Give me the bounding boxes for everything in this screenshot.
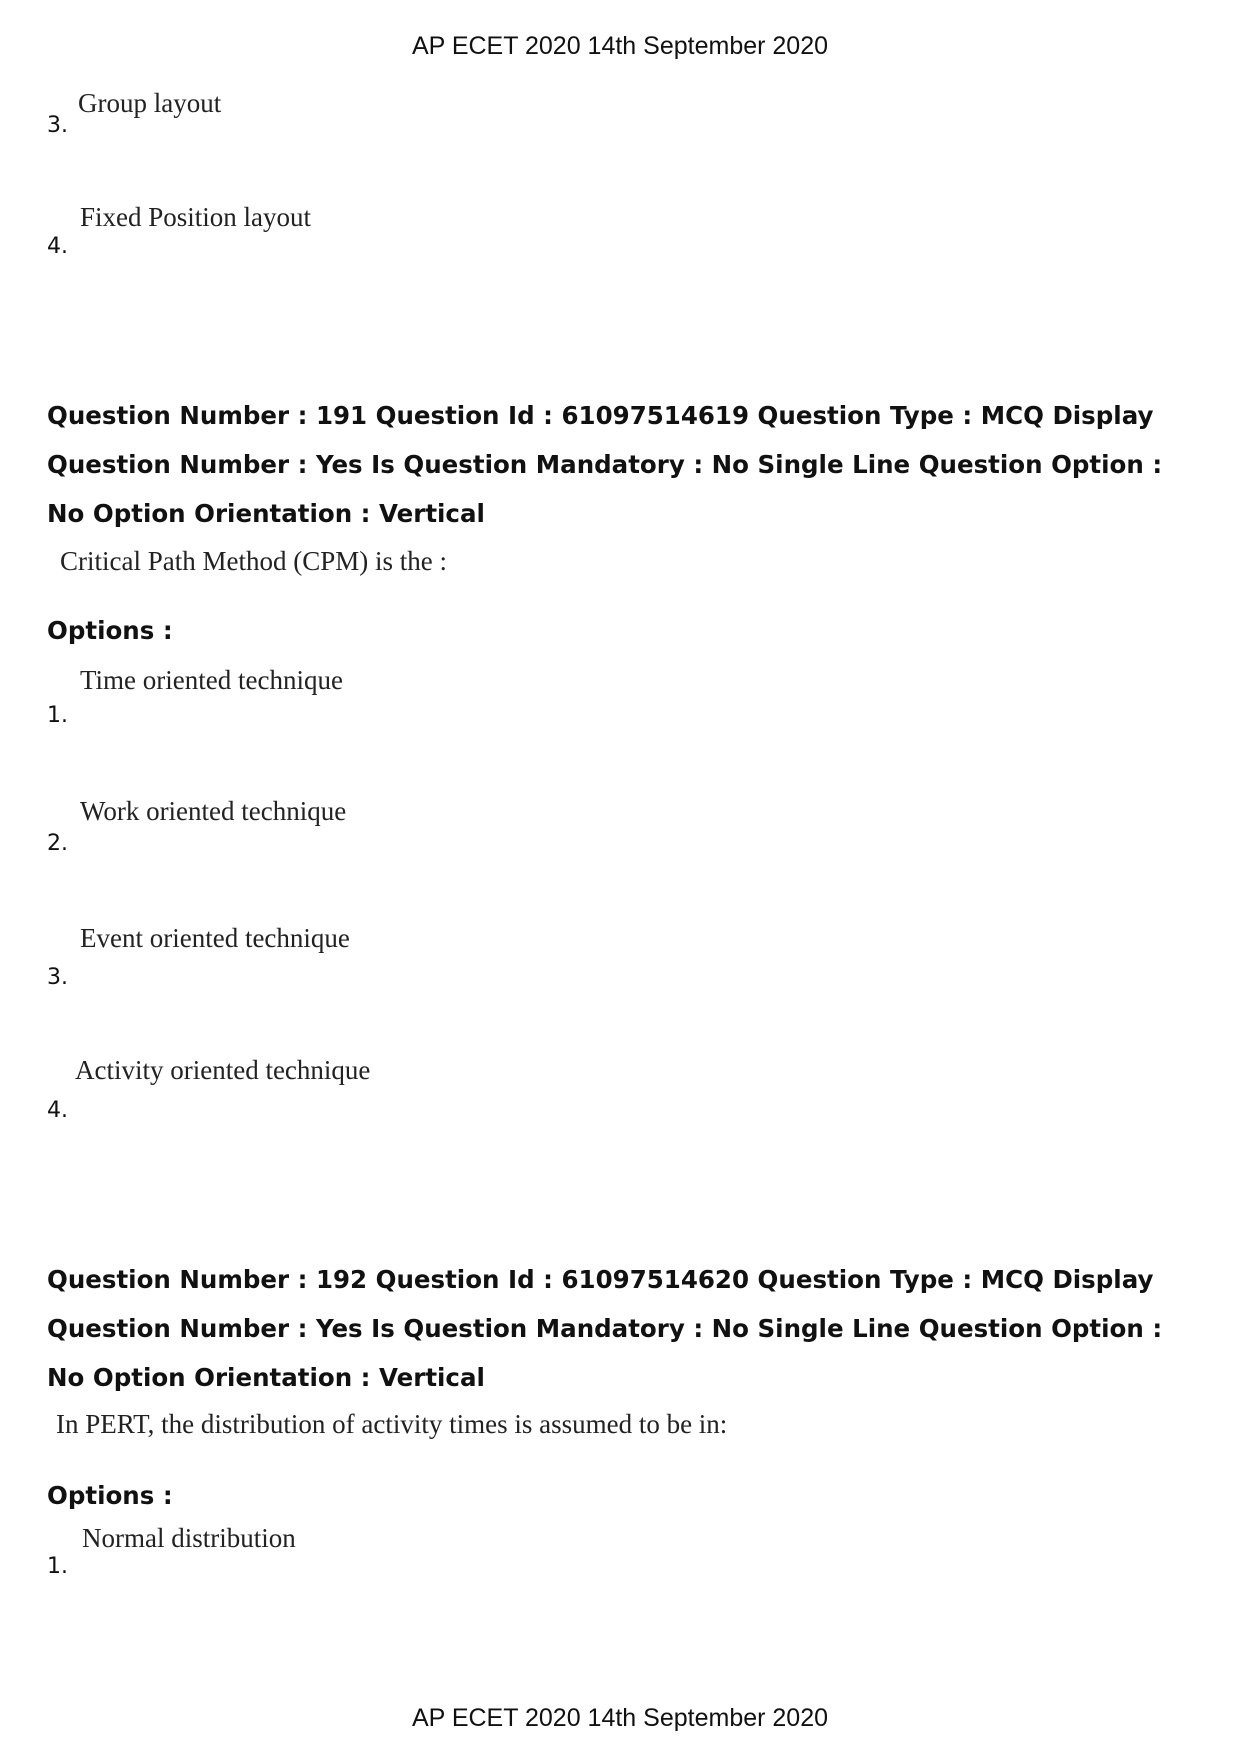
page-header: AP ECET 2020 14th September 2020	[411, 32, 829, 60]
option-number: 4.	[47, 234, 68, 259]
question-text: In PERT, the distribution of activity times is assumed to be in:	[56, 1409, 728, 1439]
option-number: 1.	[47, 703, 68, 728]
option-text: Normal distribution	[82, 1523, 296, 1553]
options-label: Options :	[47, 1481, 173, 1510]
option-number: 1.	[47, 1554, 68, 1579]
option-text: Fixed Position layout	[80, 202, 312, 232]
option-text: Group layout	[78, 88, 222, 118]
question-meta: Question Number : 192 Question Id : 61097514620 Question Type : MCQ Display Question Number : Yes Is Question Mandatory : No Single Line Question Option : No Option Orientation : Vertical	[47, 1265, 1163, 1392]
option-text: Activity oriented technique	[75, 1055, 371, 1085]
page-footer: AP ECET 2020 14th September 2020	[411, 1704, 829, 1732]
question-meta: Question Number : 191 Question Id : 61097514619 Question Type : MCQ Display Question Number : Yes Is Question Mandatory : No Single Line Question Option : No Option Orientation : Vertical	[47, 401, 1163, 528]
option-number: 3.	[47, 965, 68, 990]
option-number: 3.	[47, 113, 68, 138]
option-number: 4.	[47, 1098, 68, 1123]
option-text: Work oriented technique	[80, 796, 347, 826]
options-label: Options :	[47, 616, 173, 645]
option-text: Event oriented technique	[80, 923, 350, 953]
option-number: 2.	[47, 831, 68, 856]
option-text: Time oriented technique	[80, 665, 343, 695]
question-text: Critical Path Method (CPM) is the :	[60, 546, 447, 576]
